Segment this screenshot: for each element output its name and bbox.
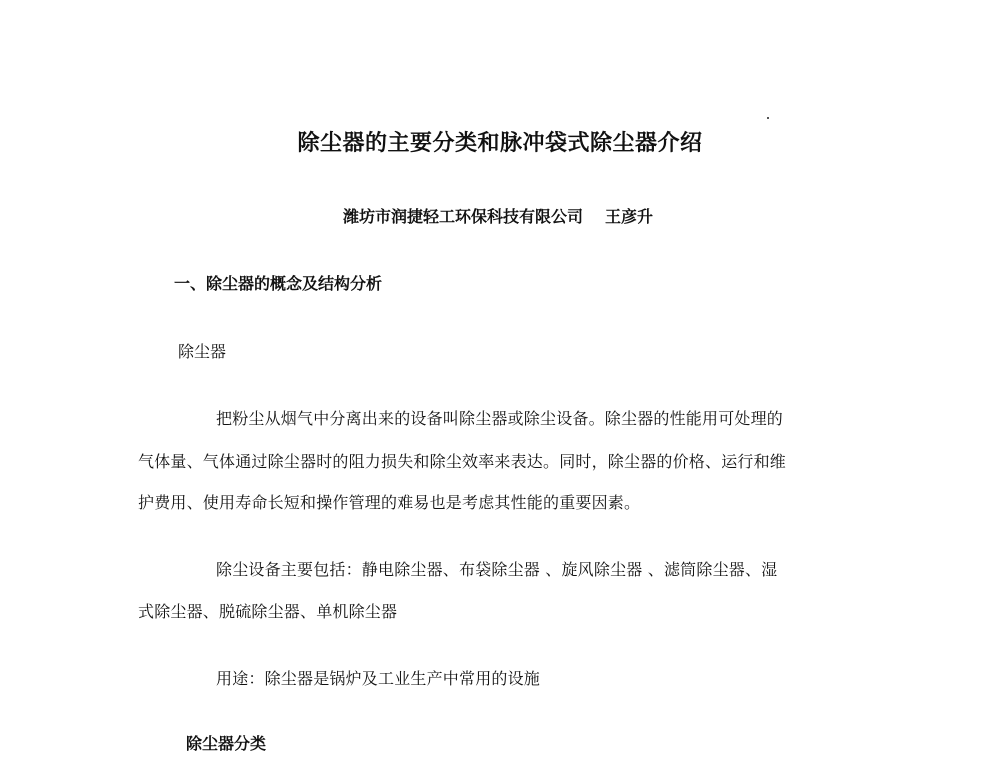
section-heading: 一、除尘器的概念及结构分析 [174,274,383,293]
paragraph-1-line-1: 把粉尘从烟气中分离出来的设备叫除尘器或除尘设备。除尘器的性能用可处理的 [216,409,784,428]
paragraph-2-line-1: 除尘设备主要包括：静电除尘器、布袋除尘器 、旋风除尘器 、滤筒除尘器、湿 [216,560,778,579]
paragraph-1-line-3: 护费用、使用寿命长短和操作管理的难易也是考虑其性能的重要因素。 [138,493,641,512]
paragraph-2-line-2: 式除尘器、脱硫除尘器、单机除尘器 [138,602,398,621]
document-title: 除尘器的主要分类和脉冲袋式除尘器介绍 [297,130,703,156]
subheading-classification: 除尘器分类 [186,734,267,753]
paragraph-3-line-1: 用途：除尘器是锅炉及工业生产中常用的设施 [216,669,541,688]
author-name: 王彦升 [605,207,654,226]
paragraph-1-line-2: 气体量、气体通过除尘器时的阻力损失和除尘效率来表达。同时，除尘器的价格、运行和维 [138,452,787,471]
scan-speck [767,117,769,119]
subheading-dust-collector: 除尘器 [178,342,227,361]
author-company: 潍坊市润捷轻工环保科技有限公司 [343,207,584,226]
author-line [343,204,653,227]
